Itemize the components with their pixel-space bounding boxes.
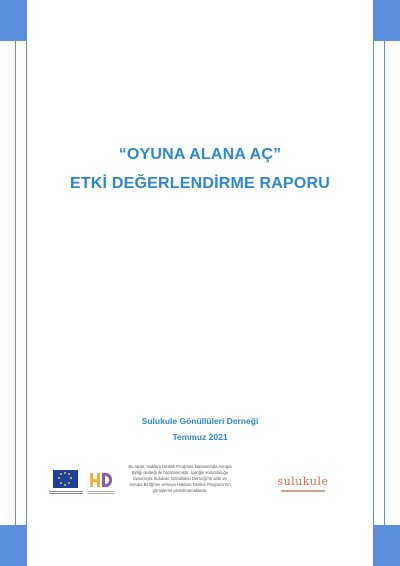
hd-logo (90, 473, 112, 489)
disclaimer-line: Bu rapor, Haklara Destek Programı kapsamında Avrupa (128, 464, 232, 469)
disclaimer-line: Avrupa Birliği'nin ve/veya Haklara Destek Programı'nın (129, 482, 231, 487)
eu-logo-caption (49, 490, 83, 496)
disclaimer-line: tamamıyla Sulukule Gönüllüleri Derneği'ne aittir ve (133, 476, 227, 481)
right-border-line-inner (373, 0, 374, 566)
hd-logo-caption (88, 490, 114, 496)
cover-page (27, 0, 373, 566)
sulukule-logo-text: sulukule (277, 475, 329, 488)
left-border-line (15, 0, 16, 566)
organization-name: Sulukule Gönüllüleri Derneği (141, 416, 259, 426)
sulukule-logo-tagline (281, 490, 325, 492)
right-border-line (384, 0, 385, 566)
eu-flag-logo (53, 470, 78, 488)
disclaimer-line: Birliği desteği ile hazırlanmıştır. İçeriğin sorumluluğu (131, 470, 229, 475)
sulukule-logo (273, 476, 333, 492)
funding-disclaimer (119, 464, 241, 494)
report-title-line-1: “OYUNA ALANA AÇ” (118, 146, 282, 163)
report-title-line-2: ETKİ DEĞERLENDİRME RAPORU (69, 175, 331, 192)
disclaimer-line: görüşlerini yansıtmamaktadır. (152, 488, 208, 493)
report-date: Temmuz 2021 (172, 432, 228, 442)
